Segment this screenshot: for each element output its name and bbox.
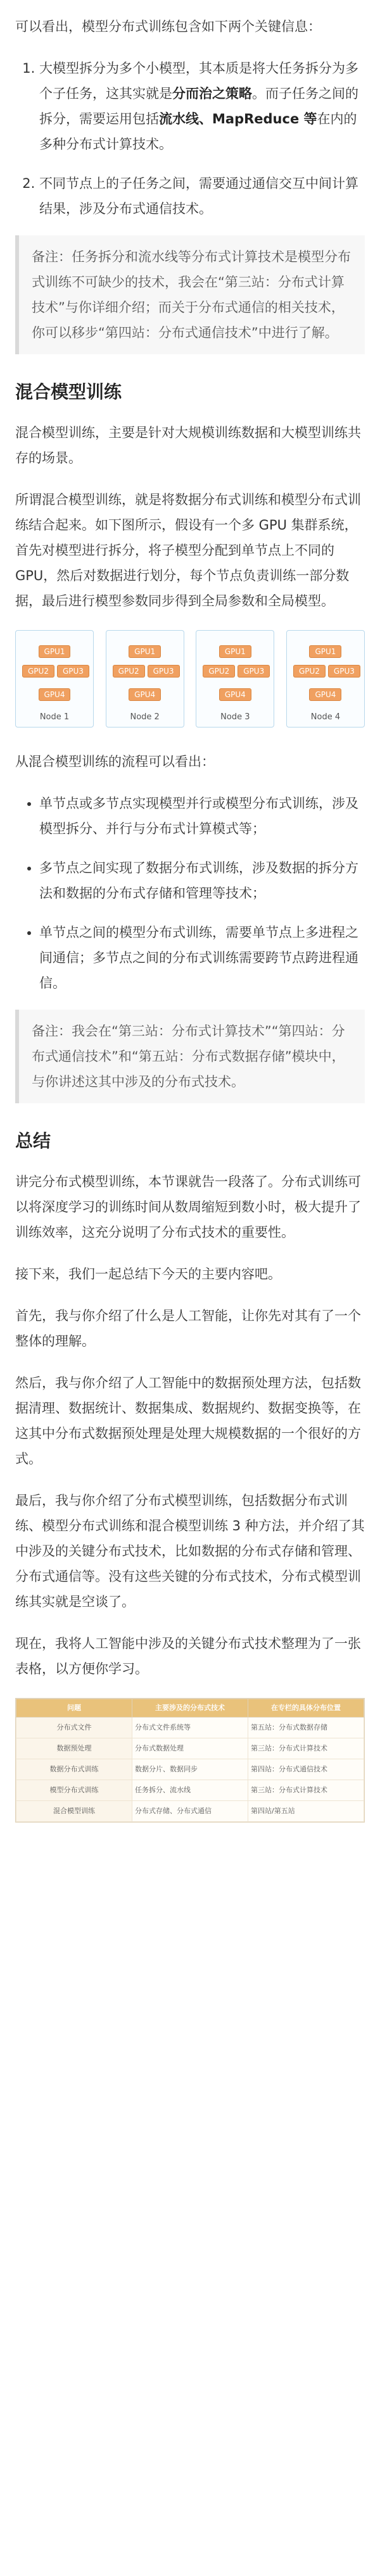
paragraph: 接下来，我们一起总结下今天的主要内容吧。 [15,1266,281,1282]
table-header: 主要涉及的分布式技术 [132,1699,248,1718]
gpu-box: GPU4 [129,688,161,701]
node-label: Node 4 [310,712,341,722]
summary-table [15,1698,365,1823]
table-row: 分布式文件 分布式文件系统等 第五站：分布式数据存储 [16,1718,364,1738]
section-title-hybrid: 混合模型训练 [15,381,122,402]
note-block: 备注：我会在“第三站：分布式计算技术”“第四站：分布式通信技术”和“第五站：分布式数据存储”模块中，与你讲述这其中涉及的分布式技术。 [15,1010,365,1103]
gpu-box: GPU1 [219,645,251,658]
list-item: 1. 大模型拆分为多个小模型，其本质是将大任务拆分为多个子任务，这其实就是分而治之策略。而子任务之间的拆分，需要运用包括流水线、MapReduce 等在内的多种分布式计算技术。 [39,56,365,157]
gpu-box: GPU2 [203,665,235,678]
key-info-list [15,56,365,221]
gpu-box: GPU2 [293,665,326,678]
gpu-box: GPU1 [129,645,161,658]
gpu-box: GPU4 [219,688,251,701]
gpu-box: GPU3 [57,665,89,678]
table-header: 在专栏的具体分布位置 [248,1699,364,1718]
gpu-box: GPU1 [39,645,71,658]
table-header: 问题 [16,1699,132,1718]
hybrid-training-diagram [15,630,365,728]
gpu-box: GPU2 [22,665,54,678]
gpu-box: GPU2 [113,665,145,678]
note-block: 备注：任务拆分和流水线等分布式计算技术是模型分布式训练不可缺少的技术，我会在“第三站：分布式计算技术”与你详细介绍；而关于分布式通信的相关技术，你可以移步“第四站：分布式通信技术”中进行了解。 [15,235,365,354]
paragraph: 首先，我与你介绍了什么是人工智能，让你先对其有了一个整体的理解。 [15,1308,361,1349]
node-diagram [196,630,274,728]
list-item: • 单节点或多节点实现模型并行或模型分布式训练，涉及模型拆分、并行与分布式计算模式等； [39,791,365,841]
table-row: 混合模型训练 分布式存储、分布式通信 第四站/第五站 [16,1801,364,1822]
gpu-box: GPU4 [39,688,71,701]
paragraph: 最后，我与你介绍了分布式模型训练，包括数据分布式训练、模型分布式训练和混合模型训练 3 种方法，并介绍了其中涉及的关键分布式技术，比如数据的分布式存储和管理、分布式通信等。没有这些关键的分布式技术，分布式模型训练其实就是空谈了。 [15,1493,365,1609]
node-label: Node 2 [130,712,160,722]
gpu-box: GPU3 [148,665,180,678]
paragraph: 所谓混合模型训练，就是将数据分布式训练和模型分布式训练结合起来。如下图所示，假设有一个多 GPU 集群系统，首先对模型进行拆分，将子模型分配到单节点上不同的 GPU，然后对数据进行划分，每个节点负责训练一部分数据，最后进行模型参数同步得到全局参数和全局模型。 [15,492,361,609]
paragraph: 讲完分布式模型训练，本节课就告一段落了。分布式训练可以将深度学习的训练时间从数周缩短到数小时，极大提升了训练效率，这充分说明了分布式技术的重要性。 [15,1174,361,1240]
paragraph: 从混合模型训练的流程可以看出： [15,754,215,769]
intro-paragraph: 可以看出，模型分布式训练包含如下两个关键信息： [15,19,321,34]
section-title-summary: 总结 [15,1130,51,1151]
gpu-box: GPU4 [309,688,341,701]
gpu-box: GPU3 [238,665,270,678]
list-item: • 单节点之间的模型分布式训练，需要单节点上多进程之间通信；多节点之间的分布式训练需要跨节点跨进程通信。 [39,920,365,996]
node-diagram [286,630,365,728]
flow-bullet-list [15,791,365,996]
table-row: 模型分布式训练 任务拆分、流水线 第三站：分布式计算技术 [16,1780,364,1801]
table-row: 数据分布式训练 数据分片、数据同步 第四站：分布式通信技术 [16,1759,364,1780]
node-diagram [106,630,184,728]
paragraph: 然后，我与你介绍了人工智能中的数据预处理方法，包括数据清理、数据统计、数据集成、数据规约、数据变换等，在这其中分布式数据预处理是处理大规模数据的一个很好的方式。 [15,1375,361,1466]
paragraph: 现在，我将人工智能中涉及的关键分布式技术整理为了一张表格，以方便你学习。 [15,1636,361,1676]
gpu-box: GPU3 [328,665,360,678]
list-item: 2. 不同节点上的子任务之间，需要通过通信交互中间计算结果，涉及分布式通信技术。 [39,171,365,221]
list-item: • 多节点之间实现了数据分布式训练，涉及数据的拆分方法和数据的分布式存储和管理等技术； [39,855,365,906]
paragraph: 混合模型训练，主要是针对大规模训练数据和大模型训练共存的场景。 [15,425,361,466]
node-label: Node 3 [220,712,250,722]
node-label: Node 1 [39,712,70,722]
table-row: 数据预处理 分布式数据处理 第三站：分布式计算技术 [16,1738,364,1759]
gpu-box: GPU1 [309,645,341,658]
node-diagram [15,630,94,728]
